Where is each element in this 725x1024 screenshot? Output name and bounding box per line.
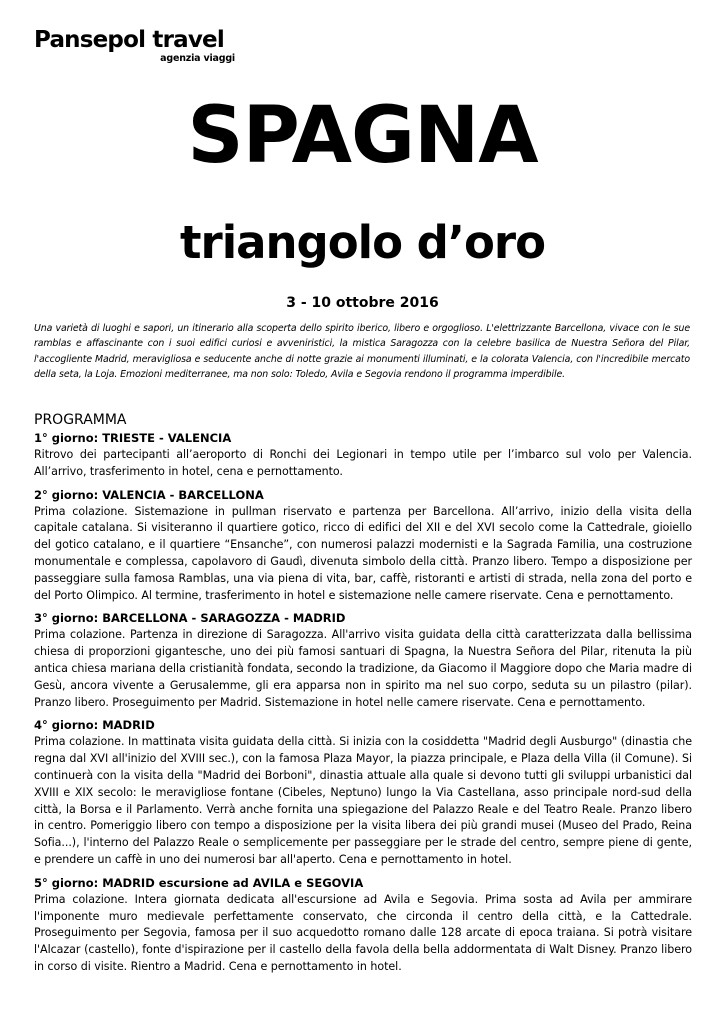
day-title: 5° giorno: MADRID escursione ad AVILA e SEGOVIA bbox=[34, 875, 364, 890]
day-title: 3° giorno: BARCELLONA - SARAGOZZA - MADRID bbox=[34, 611, 346, 626]
document-title: SPAGNA bbox=[187, 91, 538, 181]
day-description: Prima colazione. In mattinata visita guidata della città. Si inizia con la cosiddetta "Madrid degli Ausburgo" (dinastia che regna dal XVI all'inizio del XVIII sec.), con la famosa Plaza Mayor, la piazza principale, e Plaza della Villa (il Comune). Si continuerà con la visita della "Madrid dei Borboni", dinastia attuale alla quale si devono tutti gli sviluppi urbanistici dal XVIII e XIX secolo: le meravigliose fontane (Cibeles, Neptuno) lungo la Via Castellana, asso principale nord-sud della città, la Borsa e il Parlamento. Verrà anche fornita una spiegazione del Palazzo Reale e del Teatro Reale. Pranzo libero in centro. Pomeriggio libero con tempo a disposizione per la visita libera dei più grandi musei (Museo del Prado, Reina Sofia...), l'interno del Palazzo Reale o semplicemente per passeggiare per le strade del centro, sempre piene di gente, e prendere un caffè in uno dei numerosi bar all'aperto. Cena e pernottamento in hotel. bbox=[34, 735, 692, 866]
company-logo bbox=[34, 26, 239, 66]
day-title: 2° giorno: VALENCIA - BARCELLONA bbox=[34, 487, 264, 502]
day-title: 4° giorno: MADRID bbox=[34, 718, 155, 733]
day-description: Prima colazione. Sistemazione in pullman riservato e partenza per Barcellona. All’arrivo, inizio della visita della capitale catalana. Si visiteranno il quartiere gotico, ricco di edifici del XII e del XVI secolo come la Cattedrale, gioiello del gotico catalano, e il quartiere “Ensanche”, con numerosi palazzi modernisti e la Sagrada Familia, una costruzione monumentale e complessa, capolavoro di Gaudì, divenuta simbolo della città. Pranzo libero. Tempo a disposizione per passeggiare sulla famosa Ramblas, una via piena di vita, bar, caffè, ristoranti e artisti di strada, nella zona del porto e del Porto Olimpico. Al termine, trasferimento in hotel e sistemazione nelle camere riservate. Cena e pernottamento. bbox=[34, 504, 692, 602]
program-section bbox=[34, 410, 692, 982]
day-description: Prima colazione. Partenza in direzione di Saragozza. All'arrivo visita guidata della città caratterizzata dalla bellissima chiesa di proporzioni gigantesche, uno dei più famosi santuari di Spagna, la Nuestra Señora del Pilar, ritenuta la più antica chiesa mariana della cristianità fondata, secondo la tradizione, da Giacomo il Maggiore dopo che Maria madre di Gesù, ancora vivente a Gerusalemme, gli era apparsa non in spirito ma nel suo corpo, seduta su un pilastro (pilar). Pranzo libero. Proseguimento per Madrid. Sistemazione in hotel nelle camere riservate. Cena e pernottamento. bbox=[34, 628, 692, 709]
trip-dates: 3 - 10 ottobre 2016 bbox=[286, 295, 439, 311]
day-4 bbox=[34, 717, 692, 868]
day-1 bbox=[34, 430, 692, 481]
day-3 bbox=[34, 610, 692, 711]
day-5 bbox=[34, 875, 692, 976]
day-2 bbox=[34, 487, 692, 605]
day-title: 1° giorno: TRIESTE - VALENCIA bbox=[34, 431, 232, 445]
program-heading: PROGRAMMA bbox=[34, 412, 127, 428]
document-subtitle: triangolo d’oro bbox=[180, 216, 545, 269]
logo-tagline: agenzia viaggi bbox=[160, 53, 235, 64]
logo-name: Pansepol travel bbox=[34, 27, 224, 53]
day-description: Prima colazione. Intera giornata dedicata all'escursione ad Avila e Segovia. Prima sosta ad Avila per ammirare l'imponente muro medievale perfettamente conservato, che circonda il centro della città, e la Cattedrale. Proseguimento per Segovia, famosa per il suo acquedotto romano dalle 128 arcate di epoca traiana. Si potrà visitare l'Alcazar (castello), fonte d'ispirazione per il castello della favola della bella addormentata di Walt Disney. Pranzo libero in corso di visite. Rientro a Madrid. Cena e pernottamento in hotel. bbox=[34, 892, 692, 973]
intro-paragraph: Una varietà di luoghi e sapori, un itinerario alla scoperta dello spirito iberico, libero e orgoglioso. L'elettrizzante Barcellona, vivace con le sue ramblas e affascinante con i suoi edifici curiosi e avveniristici, la mistica Saragozza con la celebre basilica de Nuestra Señora del Pilar, l'accogliente Madrid, meravigliosa e seducente anche di notte grazie ai monumenti illuminati, e la colorata Valencia, con l'incredibile mercato della seta, la Loja. Emozioni mediterranee, ma non solo: Toledo, Avila e Segovia rendono il programma imperdibile. bbox=[34, 323, 690, 380]
day-description: Ritrovo dei partecipanti all’aeroporto di Ronchi dei Legionari in tempo utile per l’imbarco sul volo per Valencia. All’arrivo, trasferimento in hotel, cena e pernottamento. bbox=[34, 448, 692, 478]
